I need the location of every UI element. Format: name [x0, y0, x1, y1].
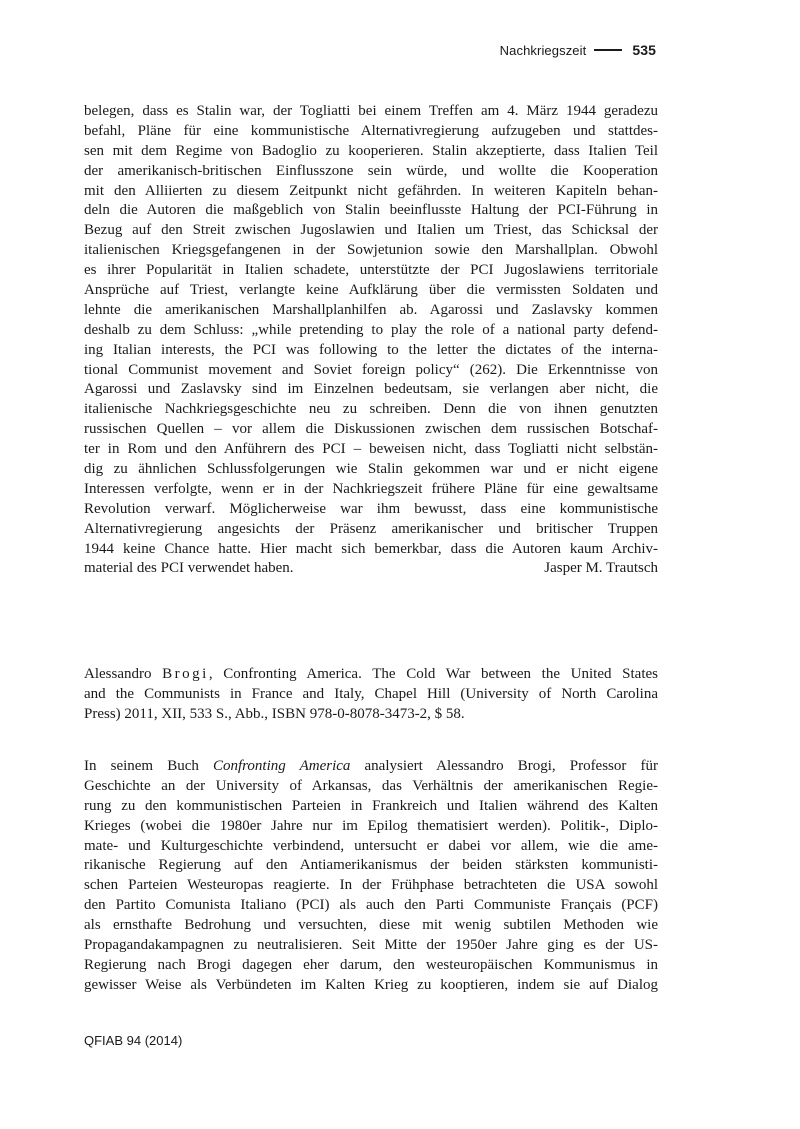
text-line: den Partito Comunista Italiano (PCI) als auch den Parti Communiste Français (PCF) — [84, 897, 658, 914]
text-line — [84, 757, 658, 777]
text-line: deln die Autoren die maßgeblich von Stalin beeinflusste Haltung der PCI-Führung in — [84, 202, 658, 219]
text-line: befahl, Pläne für eine kommunistische Alternativregierung aufzugeben und stattdes- — [84, 122, 658, 139]
text-line: dig zu ähnlichen Schlussfolgerungen wie Stalin gekommen war und er nicht eigene — [84, 461, 658, 478]
page-number: 535 — [632, 42, 656, 58]
text-fragment: analysiert Alessandro Brogi, Professor für — [350, 758, 658, 774]
journal-footer: QFIAB 94 (2014) — [84, 1033, 183, 1048]
text-line: Revolution verwarf. Möglicherweise war ihm bewusst, dass eine kommunistische — [84, 500, 658, 517]
citation-title: , Confronting America. The Cold War between the United States — [208, 666, 659, 682]
text-line: 1944 keine Chance hatte. Hier macht sich bemerkbar, dass die Autoren kaum Archiv- — [84, 540, 658, 557]
author-last-name: Brogi — [162, 666, 209, 682]
review-1-body — [84, 102, 658, 579]
text-line: gewisser Weise als Verbündeten im Kalten Krieg zu kooptieren, indem sie auf Dialog — [84, 976, 658, 993]
citation-line: and the Communists in France and Italy, Chapel Hill (University of North Carolina — [84, 685, 658, 702]
running-head — [500, 42, 656, 58]
text-line: Alternativregierung angesichts der Präsenz amerikanischer und britischer Truppen — [84, 520, 658, 537]
text-line: rung zu den kommunistischen Parteien in Frankreich und Italien während des Kalten — [84, 797, 658, 814]
text-line: Geschichte an der University of Arkansas, das Verhältnis der amerikanischen Regie- — [84, 777, 658, 794]
text-line: italienischen Kriegsgefangenen in der Sowjetunion sowie den Marshallplan. Obwohl — [84, 242, 658, 259]
citation-line: Press) 2011, XII, 533 S., Abb., ISBN 978-0-8078-3473-2, $ 58. — [84, 705, 465, 722]
text-line: ter in Rom und den Anführern des PCI – beweisen nicht, dass Togliatti nicht selbstän- — [84, 441, 658, 458]
text-line: belegen, dass es Stalin war, der Togliatti bei einem Treffen am 4. März 1944 geradezu — [84, 103, 658, 119]
text-line: russischen Quellen – vor allem die Diskussionen zwischen dem russischen Botschaf- — [84, 421, 658, 438]
text-line: mit den Alliierten zu diesem Zeitpunkt nicht gefährden. In weiteren Kapiteln behan- — [84, 182, 658, 199]
text-line: ing Italian interests, the PCI was following to the letter the dictates of the interna- — [84, 341, 658, 358]
text-line: es ihrer Popularität in Italien schadete, unterstützte der PCI Jugoslawiens territoriale — [84, 262, 658, 279]
closing-line — [84, 559, 658, 579]
text-line: Ansprüche auf Triest, verlangte keine Aufklärung über die vermissten Soldaten und — [84, 282, 658, 299]
text-line: deshalb zu dem Schluss: „while pretending to play the role of a national party defend- — [84, 321, 658, 338]
text-line: Agarossi und Zaslavsky sind im Einzelnen bedeutsam, sie verlangen aber nicht, die — [84, 381, 658, 398]
text-line: italienische Nachkriegsgeschichte neu zu schreiben. Denn die von ihnen genutzten — [84, 401, 658, 418]
text-line: als ernsthafte Bedrohung und versuchten, diese mit wenig subtilen Methoden wie — [84, 917, 658, 934]
text-line: sen mit dem Regime von Badoglio zu kooperieren. Stalin akzeptierte, dass Italien Teil — [84, 142, 658, 159]
text-fragment: In seinem Buch — [84, 758, 213, 774]
text-line: mate- und Kulturgeschichte verbindend, untersucht er dabei vor allem, wie die ame- — [84, 837, 658, 854]
author-first-name: Alessandro — [84, 666, 152, 682]
citation-line — [84, 665, 658, 685]
text-line: Interessen verfolgte, wenn er in der Nachkriegszeit frühere Pläne für eine gewaltsame — [84, 480, 658, 497]
header-rule — [594, 49, 622, 51]
text-line: Propagandakampagnen zu neutralisieren. Seit Mitte der 1950er Jahre ging es der US- — [84, 937, 658, 954]
text-line: material des PCI verwendet haben. — [84, 560, 294, 577]
text-line: rikanische Regierung auf den Antiamerikanismus der beiden stärksten kommunisti- — [84, 857, 658, 874]
text-line: Krieges (wobei die 1980er Jahre nur im Epilog thematisiert werden). Politik-, Diplo- — [84, 817, 658, 834]
text-line: der amerikanisch-britischen Einflusszone sein würde, und wollte die Kooperation — [84, 162, 658, 179]
section-title: Nachkriegszeit — [499, 42, 587, 58]
review-2-citation — [84, 665, 658, 725]
text-line: schen Parteien Westeuropas reagierte. In der Frühphase betrachteten die USA sowohl — [84, 877, 658, 894]
text-line: Regierung nach Brogi dagegen eher darum, den westeuropäischen Kommunismus in — [84, 956, 658, 973]
text-line: tional Communist movement and Soviet foreign policy“ (262). Die Erkenntnisse von — [84, 361, 658, 378]
review-2-body — [84, 757, 658, 996]
reviewer-name: Jasper M. Trautsch — [544, 560, 658, 577]
book-title: Confronting America — [212, 758, 351, 774]
text-line: lehnte die amerikanischen Marshallplanhilfen ab. Agarossi und Zaslavsky kommen — [84, 301, 658, 318]
text-line: Bezug auf den Streit zwischen Jugoslawien und Italien um Triest, das Schicksal der — [84, 222, 658, 239]
